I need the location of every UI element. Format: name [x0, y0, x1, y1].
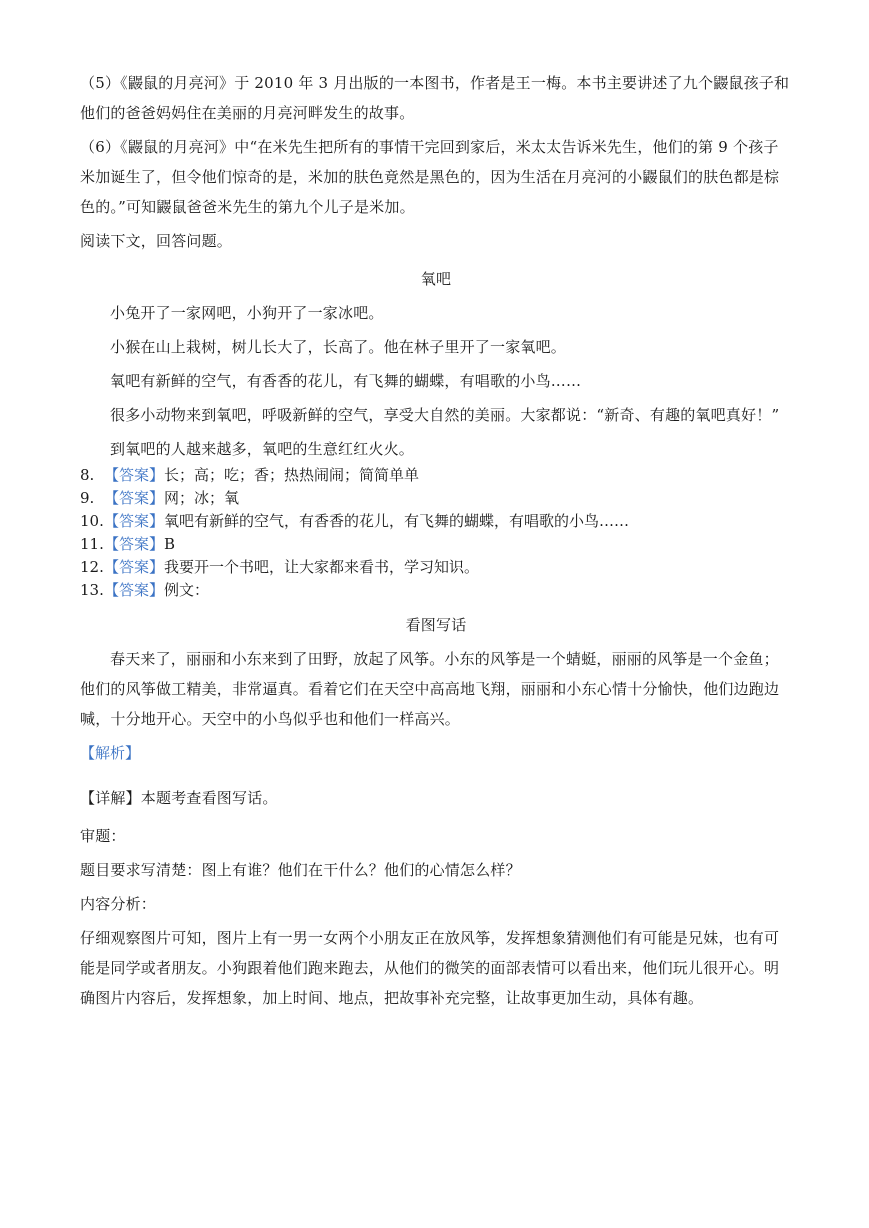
passage-paragraph: 氧吧有新鲜的空气，有香香的花儿，有飞舞的蝴蝶，有唱歌的小鸟…… [110, 372, 582, 390]
reading-title: 氧吧 [420, 270, 452, 288]
reading-passage [80, 298, 792, 464]
answer-text: 我要开一个书吧，让大家都来看书，学习知识。 [164, 558, 480, 576]
answer-number: 12. [80, 558, 104, 576]
answer-item [80, 556, 792, 579]
answer-item [80, 487, 792, 510]
content-text: 仔细观察图片可知，图片上有一男一女两个小朋友正在放风筝，发挥想象猜测他们有可能是兄妹，也有可能是同学或者朋友。小狗跟着他们跑来跑去，从他们的微笑的面部表情可以看出来，他们玩儿很开心。明确图片内容后，发挥想象，加上时间、地点，把故事补充完整，让故事更加生动，具体有趣。 [80, 929, 780, 1007]
answer-number: 10. [80, 512, 104, 530]
document-page [80, 68, 792, 1013]
answer-item [80, 464, 792, 487]
answer-tag: 【答案】 [104, 581, 165, 599]
passage-paragraph: 到氧吧的人越来越多，氧吧的生意红红火火。 [110, 440, 415, 458]
reading-prompt: 阅读下文，回答问题。 [80, 232, 233, 250]
essay-title: 看图写话 [405, 616, 467, 634]
review-label: 审题： [80, 827, 126, 845]
prev-answer-6: （6）《鼹鼠的月亮河》中“在米先生把所有的事情干完回到家后，米太太告诉米先生，他们的第 9 个孩子米加诞生了，但令他们惊奇的是，米加的肤色竟然是黑色的，因为生活在月亮河的小鼹鼠们的肤色都是棕色的。”可知鼹鼠爸爸米先生的第九个儿子是米加。 [80, 138, 780, 216]
answer-tag: 【答案】 [104, 535, 165, 553]
content-label: 内容分析： [80, 895, 157, 913]
answer-tag: 【答案】 [104, 558, 165, 576]
answer-text: 氧吧有新鲜的空气，有香香的花儿，有飞舞的蝴蝶，有唱歌的小鸟…… [164, 512, 630, 530]
answer-tag: 【答案】 [104, 466, 165, 484]
answer-text: B [164, 535, 176, 553]
prev-answer-5: （5）《鼹鼠的月亮河》于 2010 年 3 月出版的一本图书，作者是王一梅。本书主要讲述了九个鼹鼠孩子和他们的爸爸妈妈住在美丽的月亮河畔发生的故事。 [80, 74, 790, 122]
answer-item [80, 510, 792, 533]
answer-number: 8. [80, 466, 95, 484]
answer-number: 9. [80, 489, 95, 507]
essay-body: 春天来了，丽丽和小东来到了田野，放起了风筝。小东的风筝是一个蜻蜓，丽丽的风筝是一个金鱼；他们的风筝做工精美，非常逼真。看着它们在天空中高高地飞翔，丽丽和小东心情十分愉快，他们边跑边喊，十分地开心。天空中的小鸟似乎也和他们一样高兴。 [80, 650, 780, 728]
passage-paragraph: 很多小动物来到氧吧，呼吸新鲜的空气，享受大自然的美丽。大家都说：“新奇、有趣的氧吧真好！” [110, 406, 780, 424]
answer-item [80, 533, 792, 556]
passage-paragraph: 小猴在山上栽树，树儿长大了，长高了。他在林子里开了一家氧吧。 [110, 338, 567, 356]
answer-text: 长；高；吃；香；热热闹闹；简简单单 [164, 466, 420, 484]
answer-tag: 【答案】 [104, 489, 165, 507]
answer-text: 网；冰；氧 [164, 489, 240, 507]
answer-item [80, 579, 792, 602]
answer-number: 11. [80, 535, 104, 553]
answer-list [80, 464, 792, 602]
analysis-tag: 【解析】 [80, 744, 141, 762]
passage-paragraph: 小兔开了一家网吧，小狗开了一家冰吧。 [110, 304, 384, 322]
answer-text: 例文： [164, 581, 210, 599]
answer-number: 13. [80, 581, 104, 599]
review-text: 题目要求写清楚：图上有谁？他们在干什么？他们的心情怎么样？ [80, 861, 521, 879]
analysis-detail: 【详解】本题考查看图写话。 [80, 789, 278, 807]
answer-tag: 【答案】 [104, 512, 165, 530]
